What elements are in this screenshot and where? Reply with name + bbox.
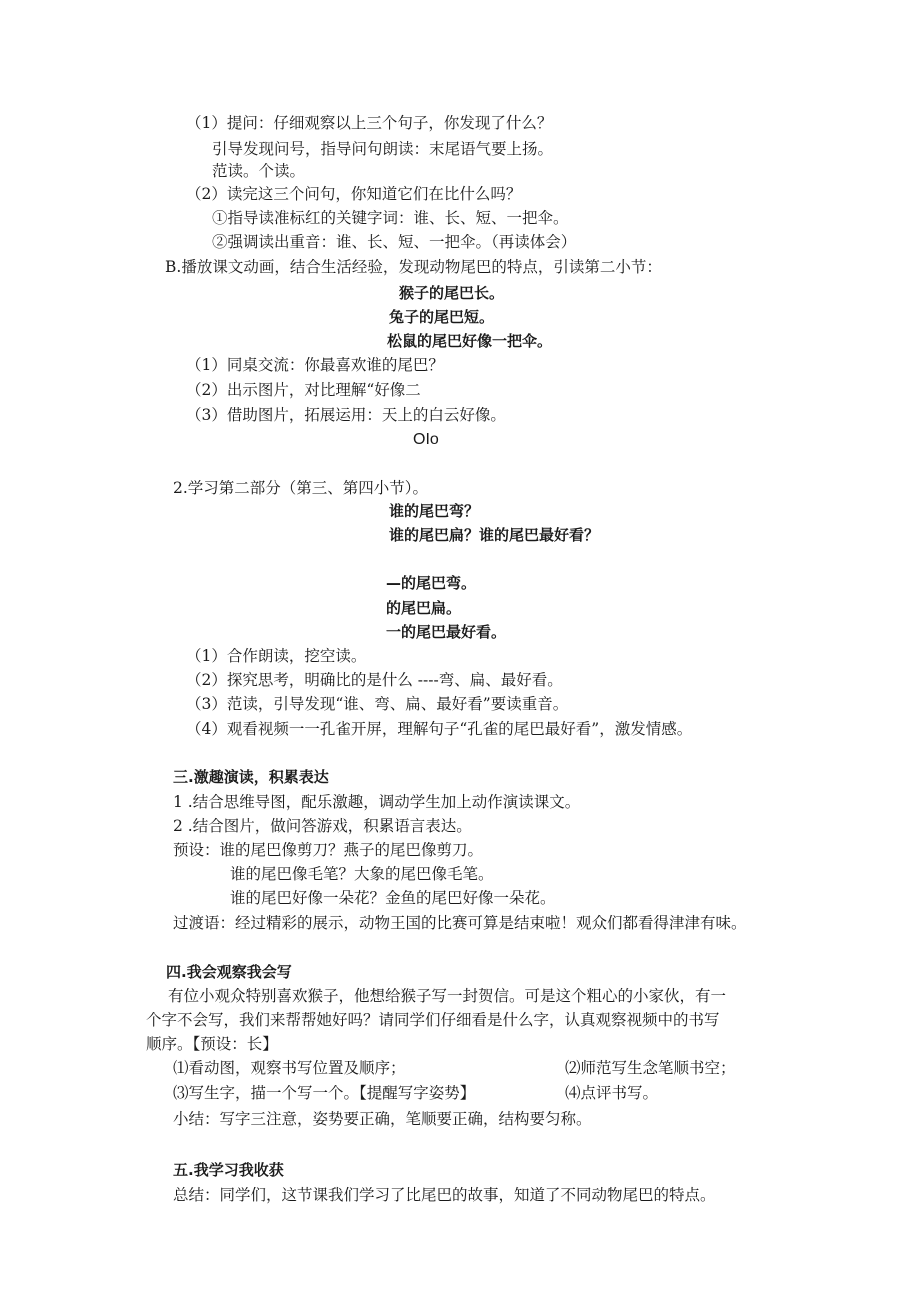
list-item: （4）观看视频一一孔雀开屏，理解句子“孔雀的尾巴最好看”，激发情感。 xyxy=(186,720,693,738)
list-item: （1）合作朗读，挖空读。 xyxy=(186,647,367,665)
list-item: （2）出示图片，对比理解“好像二 xyxy=(186,381,421,399)
answer-line: 的尾巴扁。 xyxy=(386,599,462,617)
part-2-heading: 2.学习第二部分（第三、第四小节）。 xyxy=(173,479,429,497)
poem-line: 松鼠的尾巴好像一把伞。 xyxy=(387,332,553,350)
summary-text: 总结：同学们，这节课我们学习了比尾巴的故事，知道了不同动物尾巴的特点。 xyxy=(173,1186,716,1204)
question-line: 谁的尾巴弯？ xyxy=(389,502,480,520)
stray-text: OIo xyxy=(413,431,439,448)
transition-text: 过渡语：经过精彩的展示，动物王国的比赛可算是结束啦！观众们都看得津津有味。 xyxy=(173,914,747,932)
step-item: ⑴看动图，观察书写位置及顺序； xyxy=(173,1059,406,1077)
preset-line: 谁的尾巴好像一朵花？金鱼的尾巴好像一朵花。 xyxy=(230,889,556,907)
step-item: ⑵师范写生念笔顺书空； xyxy=(565,1059,736,1077)
section-5-heading: 五.我学习我收获 xyxy=(173,1161,284,1179)
question-1: （1）提问：仔细观察以上三个句子，你发现了什么？ xyxy=(186,114,553,132)
section-4-heading: 四.我会观察我会写 xyxy=(166,963,292,981)
summary-text: 小结：写字三注意，姿势要正确，笔顺要正确，结构要匀称。 xyxy=(173,1110,592,1128)
paragraph-line: 顺序。【预设：长】 xyxy=(146,1035,278,1053)
step-item: ⑷点评书写。 xyxy=(565,1084,659,1102)
step-item: ⑶写生字，描一个写一个。【提醒写字姿势】 xyxy=(173,1084,476,1102)
list-item: （3）借助图片，拓展运用：天上的白云好像。 xyxy=(186,406,506,424)
preset-line: 谁的尾巴像毛笔？大象的尾巴像毛笔。 xyxy=(230,865,494,883)
list-item: （1）同桌交流：你最喜欢谁的尾巴？ xyxy=(186,356,444,374)
list-item: 1 .结合思维导图，配乐激趣，调动学生加上动作演读课文。 xyxy=(173,793,581,811)
question-line: 谁的尾巴扁？谁的尾巴最好看？ xyxy=(389,526,600,544)
question-2: （2）读完这三个问句，你知道它们在比什么吗？ xyxy=(186,185,522,203)
section-b-heading: B.播放课文动画，结合生活经验，发现动物尾巴的特点，引读第二小节： xyxy=(165,258,662,276)
list-item: 2 .结合图片，做问答游戏，积累语言表达。 xyxy=(173,817,472,835)
poem-line: 兔子的尾巴短。 xyxy=(389,308,495,326)
question-2-a: ①指导读准标红的关键字词：谁、长、短、一把伞。 xyxy=(212,209,569,227)
section-3-heading: 三.激趣演读，积累表达 xyxy=(173,768,329,786)
paragraph-line: 有位小观众特别喜欢猴子，他想给猴子写一封贺信。可是这个粗心的小家伙，有一 xyxy=(168,987,727,1005)
poem-line: 猴子的尾巴长。 xyxy=(399,284,505,302)
question-1-guide: 引导发现问号，指导问句朗读：末尾语气要上扬。 xyxy=(212,140,554,158)
preset-line: 预设：谁的尾巴像剪刀？燕子的尾巴像剪刀。 xyxy=(173,841,484,859)
answer-line: —的尾巴弯。 xyxy=(386,574,477,592)
question-1-read: 范读。个读。 xyxy=(212,162,306,180)
list-item: （3）范读，引导发现“谁、弯、扁、最好看”要读重音。 xyxy=(186,695,569,713)
answer-line: 一的尾巴最好看。 xyxy=(386,623,507,641)
paragraph-line: 个字不会写，我们来帮帮她好吗？请同学们仔细看是什么字，认真观察视频中的书写 xyxy=(146,1011,720,1029)
question-2-b: ②强调读出重音：谁、长、短、一把伞。（再读体会） xyxy=(212,233,577,251)
list-item: （2）探究思考，明确比的是什么 ----弯、扁、最好看。 xyxy=(186,671,563,689)
